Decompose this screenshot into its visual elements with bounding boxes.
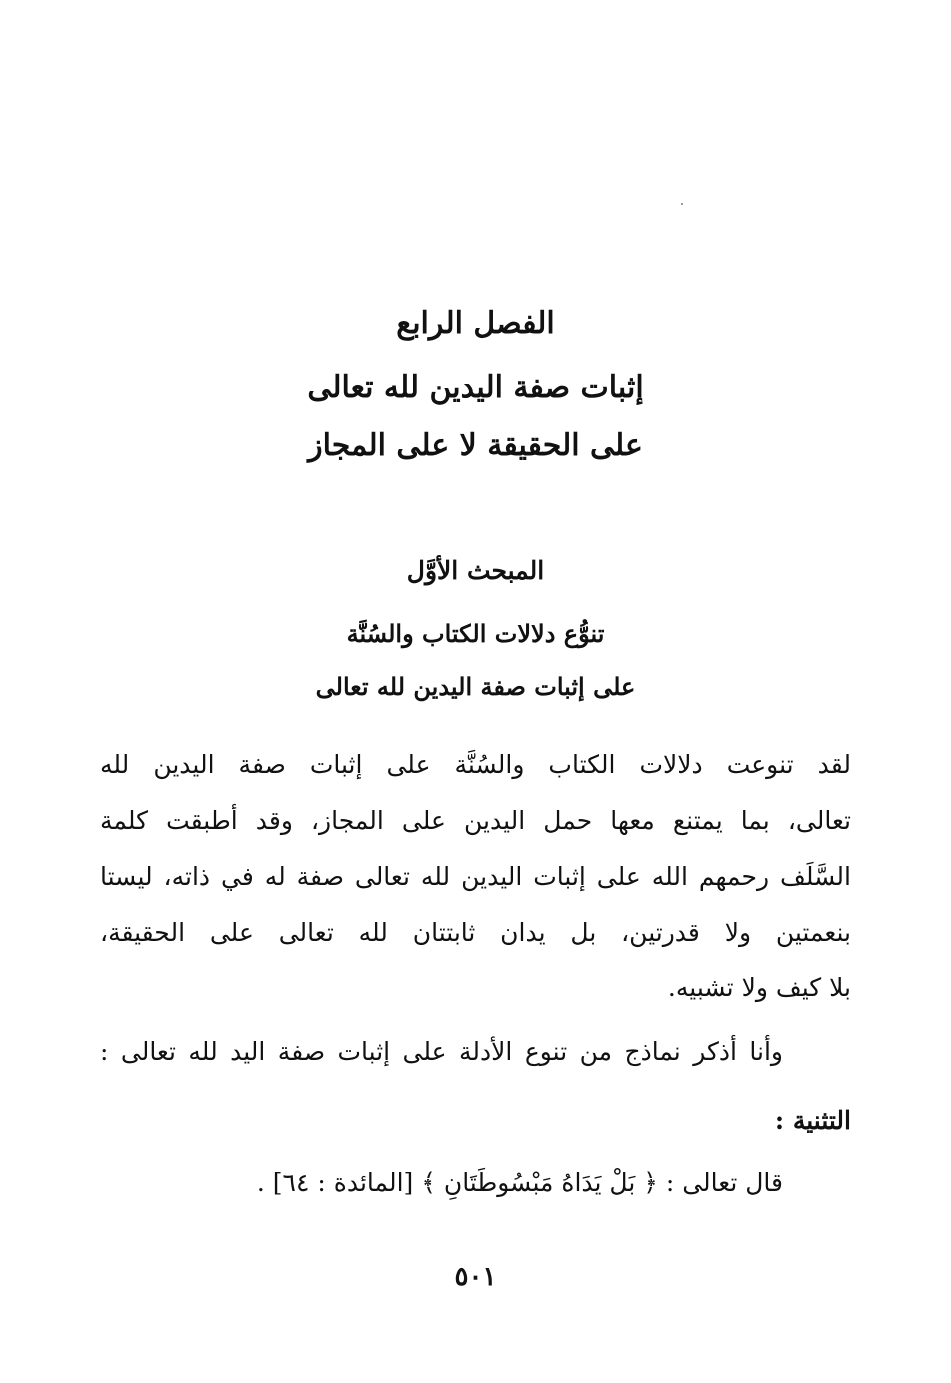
paragraph-2: وأنا أذكر نماذج من تنوع الأدلة على إثبات صفة اليد لله تعالى : <box>100 1037 783 1066</box>
paragraph-line-5: بلا كيف ولا تشبيه. <box>667 973 851 1002</box>
paragraph-line-2: تعالى، بما يمتنع معها حمل اليدين على المجاز، وقد أطبقت كلمة <box>100 806 851 835</box>
chapter-label: الفصل الرابع <box>396 306 555 341</box>
chapter-title-line-2: على الحقيقة لا على المجاز <box>308 428 643 463</box>
subheading-dual: التثنية : <box>774 1106 851 1135</box>
paragraph-line-4: بنعمتين ولا قدرتين، بل يدان ثابتتان لله تعالى على الحقيقة، <box>100 918 851 947</box>
section-title-line-2: على إثبات صفة اليدين لله تعالى <box>315 672 636 701</box>
paragraph-line-3: السَّلَف رحمهم الله على إثبات اليدين لله تعالى صفة له في ذاته، ليستا <box>100 862 851 891</box>
quran-quote: قال تعالى : ﴿ بَلْ يَدَاهُ مَبْسُوطَتَانِ ﴾ [المائدة : ٦٤] . <box>256 1168 783 1197</box>
section-title-line-1: تنوُّع دلالات الكتاب والسُنَّة <box>346 619 605 648</box>
paragraph-line-1: لقد تنوعت دلالات الكتاب والسُنَّة على إثبات صفة اليدين لله <box>100 750 851 779</box>
page-number: ٥٠١ <box>454 1262 497 1292</box>
section-label: المبحث الأوَّل <box>406 556 545 585</box>
scan-speck <box>681 203 683 205</box>
chapter-title-line-1: إثبات صفة اليدين لله تعالى <box>307 370 644 405</box>
